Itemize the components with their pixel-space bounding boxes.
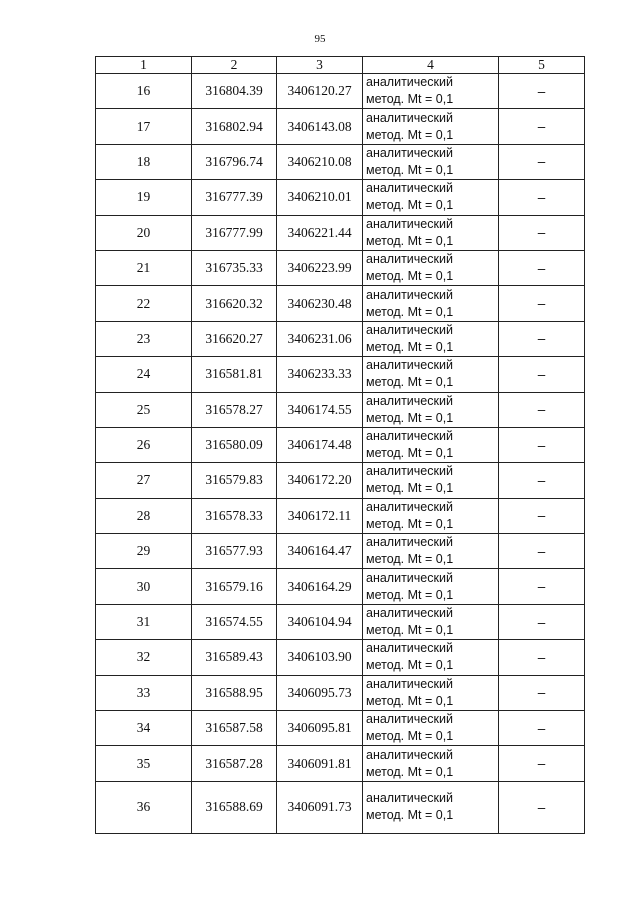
y-coordinate-cell: 3406223.99 (277, 250, 363, 285)
x-coordinate-cell: 316588.95 (192, 675, 277, 710)
method-cell (363, 392, 499, 427)
point-number-cell: 17 (96, 109, 192, 144)
x-coordinate-cell: 316578.27 (192, 392, 277, 427)
method-line-2: метод. Mt = 0,1 (366, 516, 454, 531)
method-cell (363, 640, 499, 675)
method-line-2: метод. Mt = 0,1 (366, 269, 454, 284)
y-coordinate-cell: 3406210.08 (277, 144, 363, 179)
point-number-cell: 35 (96, 746, 192, 781)
note-cell: – (499, 250, 585, 285)
table-row (96, 746, 585, 781)
y-coordinate-cell: 3406221.44 (277, 215, 363, 250)
method-line-2: метод. Mt = 0,1 (366, 808, 454, 823)
y-coordinate-cell: 3406095.81 (277, 711, 363, 746)
method-line-2: метод. Mt = 0,1 (366, 375, 454, 390)
y-coordinate-cell: 3406230.48 (277, 286, 363, 321)
method-line-2: метод. Mt = 0,1 (366, 658, 454, 673)
method-line-2: метод. Mt = 0,1 (366, 162, 454, 177)
method-line-1: аналитический (366, 145, 453, 160)
method-line-1: аналитический (366, 641, 453, 656)
table-row (96, 498, 585, 533)
table-row (96, 711, 585, 746)
method-line-1: аналитический (366, 322, 453, 337)
method-cell (363, 534, 499, 569)
method-cell (363, 427, 499, 462)
table-row (96, 640, 585, 675)
method-line-1: аналитический (366, 712, 453, 727)
y-coordinate-cell: 3406104.94 (277, 604, 363, 639)
point-number-cell: 25 (96, 392, 192, 427)
method-line-2: метод. Mt = 0,1 (366, 693, 454, 708)
x-coordinate-cell: 316587.28 (192, 746, 277, 781)
table-row (96, 781, 585, 833)
x-coordinate-cell: 316620.32 (192, 286, 277, 321)
method-line-1: аналитический (366, 181, 453, 196)
table-row (96, 109, 585, 144)
method-line-2: метод. Mt = 0,1 (366, 552, 454, 567)
note-cell: – (499, 427, 585, 462)
y-coordinate-cell: 3406233.33 (277, 357, 363, 392)
note-cell: – (499, 392, 585, 427)
method-cell (363, 321, 499, 356)
y-coordinate-cell: 3406231.06 (277, 321, 363, 356)
header-col-3: 3 (277, 57, 363, 74)
method-line-1: аналитический (366, 747, 453, 762)
table-row (96, 604, 585, 639)
x-coordinate-cell: 316579.83 (192, 463, 277, 498)
table-row (96, 286, 585, 321)
header-row (96, 57, 585, 74)
note-cell: – (499, 746, 585, 781)
note-cell: – (499, 109, 585, 144)
x-coordinate-cell: 316574.55 (192, 604, 277, 639)
method-cell (363, 781, 499, 833)
method-line-1: аналитический (366, 791, 453, 806)
x-coordinate-cell: 316804.39 (192, 74, 277, 109)
note-cell: – (499, 357, 585, 392)
note-cell: – (499, 463, 585, 498)
method-cell (363, 604, 499, 639)
table-row (96, 534, 585, 569)
header-col-2: 2 (192, 57, 277, 74)
y-coordinate-cell: 3406095.73 (277, 675, 363, 710)
point-number-cell: 33 (96, 675, 192, 710)
note-cell: – (499, 604, 585, 639)
method-line-1: аналитический (366, 535, 453, 550)
y-coordinate-cell: 3406091.73 (277, 781, 363, 833)
table-row (96, 569, 585, 604)
method-line-2: метод. Mt = 0,1 (366, 764, 454, 779)
table-row (96, 675, 585, 710)
x-coordinate-cell: 316796.74 (192, 144, 277, 179)
x-coordinate-cell: 316589.43 (192, 640, 277, 675)
note-cell: – (499, 569, 585, 604)
table-header (96, 57, 585, 74)
point-number-cell: 23 (96, 321, 192, 356)
method-cell (363, 215, 499, 250)
header-col-5: 5 (499, 57, 585, 74)
method-line-1: аналитический (366, 252, 453, 267)
y-coordinate-cell: 3406172.20 (277, 463, 363, 498)
point-number-cell: 18 (96, 144, 192, 179)
method-line-1: аналитический (366, 429, 453, 444)
table-row (96, 427, 585, 462)
note-cell: – (499, 215, 585, 250)
point-number-cell: 27 (96, 463, 192, 498)
note-cell: – (499, 144, 585, 179)
note-cell: – (499, 675, 585, 710)
y-coordinate-cell: 3406091.81 (277, 746, 363, 781)
x-coordinate-cell: 316587.58 (192, 711, 277, 746)
note-cell: – (499, 74, 585, 109)
method-line-1: аналитический (366, 287, 453, 302)
method-line-2: метод. Mt = 0,1 (366, 446, 454, 461)
method-cell (363, 144, 499, 179)
method-line-2: метод. Mt = 0,1 (366, 729, 454, 744)
method-line-1: аналитический (366, 499, 453, 514)
x-coordinate-cell: 316620.27 (192, 321, 277, 356)
method-cell (363, 463, 499, 498)
point-number-cell: 19 (96, 180, 192, 215)
method-line-2: метод. Mt = 0,1 (366, 410, 454, 425)
method-line-2: метод. Mt = 0,1 (366, 587, 454, 602)
table-row (96, 357, 585, 392)
note-cell: – (499, 321, 585, 356)
header-col-4: 4 (363, 57, 499, 74)
method-line-2: метод. Mt = 0,1 (366, 481, 454, 496)
method-cell (363, 250, 499, 285)
note-cell: – (499, 180, 585, 215)
method-line-2: метод. Mt = 0,1 (366, 92, 454, 107)
method-line-2: метод. Mt = 0,1 (366, 198, 454, 213)
point-number-cell: 28 (96, 498, 192, 533)
point-number-cell: 32 (96, 640, 192, 675)
method-cell (363, 569, 499, 604)
page-number: 95 (314, 33, 326, 45)
point-number-cell: 16 (96, 74, 192, 109)
x-coordinate-cell: 316580.09 (192, 427, 277, 462)
point-number-cell: 22 (96, 286, 192, 321)
method-cell (363, 711, 499, 746)
table-row (96, 215, 585, 250)
table-row (96, 74, 585, 109)
method-cell (363, 357, 499, 392)
method-cell (363, 180, 499, 215)
table-row (96, 250, 585, 285)
point-number-cell: 24 (96, 357, 192, 392)
method-line-1: аналитический (366, 676, 453, 691)
method-line-1: аналитический (366, 464, 453, 479)
method-line-1: аналитический (366, 110, 453, 125)
x-coordinate-cell: 316579.16 (192, 569, 277, 604)
table-row (96, 321, 585, 356)
note-cell: – (499, 781, 585, 833)
note-cell: – (499, 640, 585, 675)
y-coordinate-cell: 3406143.08 (277, 109, 363, 144)
method-line-2: метод. Mt = 0,1 (366, 127, 454, 142)
point-number-cell: 20 (96, 215, 192, 250)
y-coordinate-cell: 3406210.01 (277, 180, 363, 215)
x-coordinate-cell: 316802.94 (192, 109, 277, 144)
method-line-2: метод. Mt = 0,1 (366, 339, 454, 354)
method-line-1: аналитический (366, 606, 453, 621)
table-row (96, 463, 585, 498)
method-cell (363, 109, 499, 144)
note-cell: – (499, 286, 585, 321)
note-cell: – (499, 711, 585, 746)
point-number-cell: 30 (96, 569, 192, 604)
y-coordinate-cell: 3406120.27 (277, 74, 363, 109)
point-number-cell: 34 (96, 711, 192, 746)
method-cell (363, 74, 499, 109)
method-line-2: метод. Mt = 0,1 (366, 233, 454, 248)
method-cell (363, 286, 499, 321)
y-coordinate-cell: 3406103.90 (277, 640, 363, 675)
x-coordinate-cell: 316777.39 (192, 180, 277, 215)
method-line-2: метод. Mt = 0,1 (366, 304, 454, 319)
y-coordinate-cell: 3406174.48 (277, 427, 363, 462)
method-line-1: аналитический (366, 393, 453, 408)
point-number-cell: 26 (96, 427, 192, 462)
table-row (96, 144, 585, 179)
point-number-cell: 36 (96, 781, 192, 833)
table-body (96, 74, 585, 834)
y-coordinate-cell: 3406174.55 (277, 392, 363, 427)
note-cell: – (499, 534, 585, 569)
method-line-2: метод. Mt = 0,1 (366, 623, 454, 638)
y-coordinate-cell: 3406164.47 (277, 534, 363, 569)
y-coordinate-cell: 3406164.29 (277, 569, 363, 604)
x-coordinate-cell: 316588.69 (192, 781, 277, 833)
point-number-cell: 29 (96, 534, 192, 569)
method-cell (363, 675, 499, 710)
coordinates-table (95, 56, 585, 834)
x-coordinate-cell: 316581.81 (192, 357, 277, 392)
method-line-1: аналитический (366, 75, 453, 90)
method-cell (363, 746, 499, 781)
header-col-1: 1 (96, 57, 192, 74)
method-line-1: аналитический (366, 216, 453, 231)
point-number-cell: 21 (96, 250, 192, 285)
x-coordinate-cell: 316777.99 (192, 215, 277, 250)
x-coordinate-cell: 316735.33 (192, 250, 277, 285)
point-number-cell: 31 (96, 604, 192, 639)
method-cell (363, 498, 499, 533)
x-coordinate-cell: 316578.33 (192, 498, 277, 533)
table-row (96, 392, 585, 427)
y-coordinate-cell: 3406172.11 (277, 498, 363, 533)
method-line-1: аналитический (366, 358, 453, 373)
x-coordinate-cell: 316577.93 (192, 534, 277, 569)
table-row (96, 180, 585, 215)
method-line-1: аналитический (366, 570, 453, 585)
note-cell: – (499, 498, 585, 533)
